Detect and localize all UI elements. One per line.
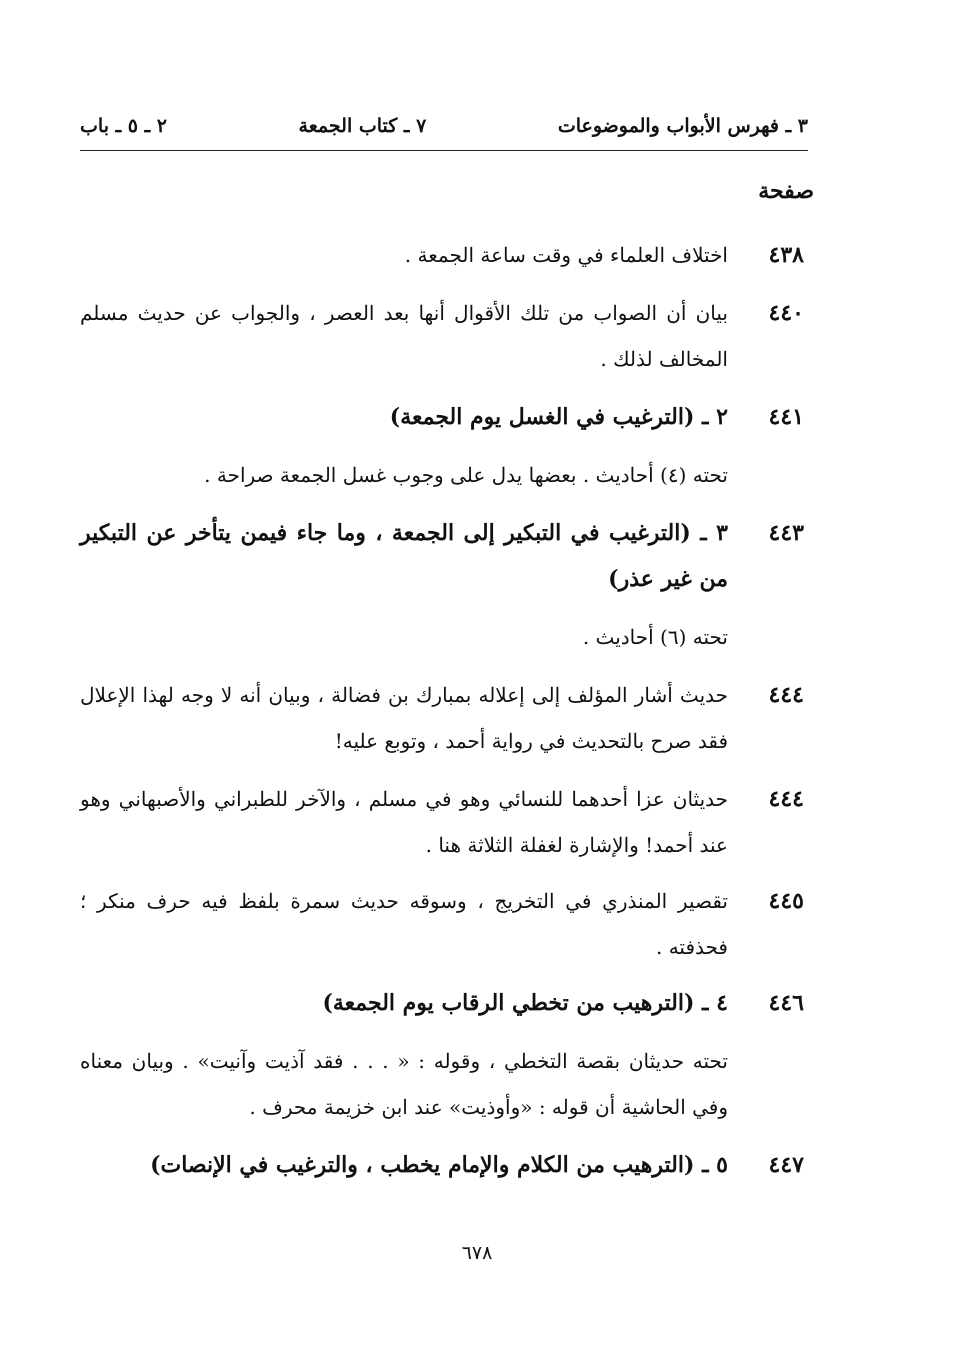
- index-entry: [80, 776, 804, 868]
- entry-heading-text: ٥ ـ (الترهيب من الكلام والإمام يخطب ، والترغيب في الإنصات): [150, 1152, 728, 1178]
- entry-page-number: ٤٤٦: [768, 990, 804, 1016]
- header-divider: [80, 150, 808, 151]
- entry-text: بيان أن الصواب من تلك الأقوال أنها بعد العصر ، والجواب عن حديث مسلم المخالف لذلك .: [80, 301, 728, 371]
- running-header: [80, 106, 808, 146]
- page-number-footer: ٦٧٨: [461, 1242, 493, 1264]
- entry-note: تحته حديثان بقصة التخطي ، وقوله : « . . . فقد آذيت وآنيت» . وبيان معناه وفي الحاشية أن قوله : «وأوذيت» عند ابن خزيمة محرف .: [80, 1049, 728, 1119]
- entry-page-number: ٤٤٧: [768, 1152, 804, 1178]
- header-chapter: ٢ ـ ٥ ـ باب: [80, 115, 168, 137]
- entry-page-number: ٤٤٤: [768, 786, 804, 812]
- index-entry-heading: [80, 394, 804, 440]
- entry-text: حديث أشار المؤلف إلى إعلاله بمبارك بن فضالة ، وبيان أنه لا وجه لهذا الإعلال فقد صرح بالتحديث في رواية أحمد ، وتوبع عليه!: [80, 683, 728, 753]
- entry-heading-text: ٣ ـ (الترغيب في التبكير إلى الجمعة ، وما جاء فيمن يتأخر عن التبكير من غير عذر): [80, 520, 728, 592]
- entry-page-number: ٤٣٨: [768, 242, 804, 268]
- index-entry-heading: [80, 1142, 804, 1188]
- entry-text: تقصير المنذري في التخريج ، وسوقه حديث سمرة بلفظ فيه حرف منكر ؛ فحذفته .: [80, 889, 728, 959]
- entry-note: تحته (٦) أحاديث .: [582, 625, 728, 649]
- entry-page-number: ٤٤٠: [768, 300, 804, 326]
- entry-page-number: ٤٤٥: [768, 888, 804, 914]
- entry-page-number: ٤٤٣: [768, 520, 804, 546]
- index-entry-heading: [80, 980, 804, 1026]
- index-entry: [80, 290, 804, 382]
- header-section-title: ٣ ـ فهرس الأبواب والموضوعات: [557, 115, 808, 137]
- entry-page-number: ٤٤١: [768, 404, 804, 430]
- index-entry: [80, 672, 804, 764]
- header-book-title: ٧ ـ كتاب الجمعة: [298, 115, 427, 137]
- entry-text: حديثان عزا أحدهما للنسائي وهو في مسلم ، والآخر للطبراني والأصبهاني وهو عند أحمد! والإشارة لغفلة الثلاثة هنا .: [80, 787, 728, 857]
- index-entry: [80, 878, 804, 970]
- entry-text: اختلاف العلماء في وقت ساعة الجمعة .: [404, 243, 728, 267]
- page-column-label: صفحة: [758, 178, 814, 204]
- entry-note: تحته (٤) أحاديث . بعضها يدل على وجوب غسل الجمعة صراحة .: [204, 463, 728, 487]
- entry-page-number: ٤٤٤: [768, 682, 804, 708]
- entry-heading-text: ٤ ـ (الترهيب من تخطي الرقاب يوم الجمعة): [322, 990, 728, 1016]
- entry-heading-text: ٢ ـ (الترغيب في الغسل يوم الجمعة): [389, 404, 728, 430]
- index-entry-heading: [80, 510, 804, 602]
- index-entry: [80, 232, 804, 278]
